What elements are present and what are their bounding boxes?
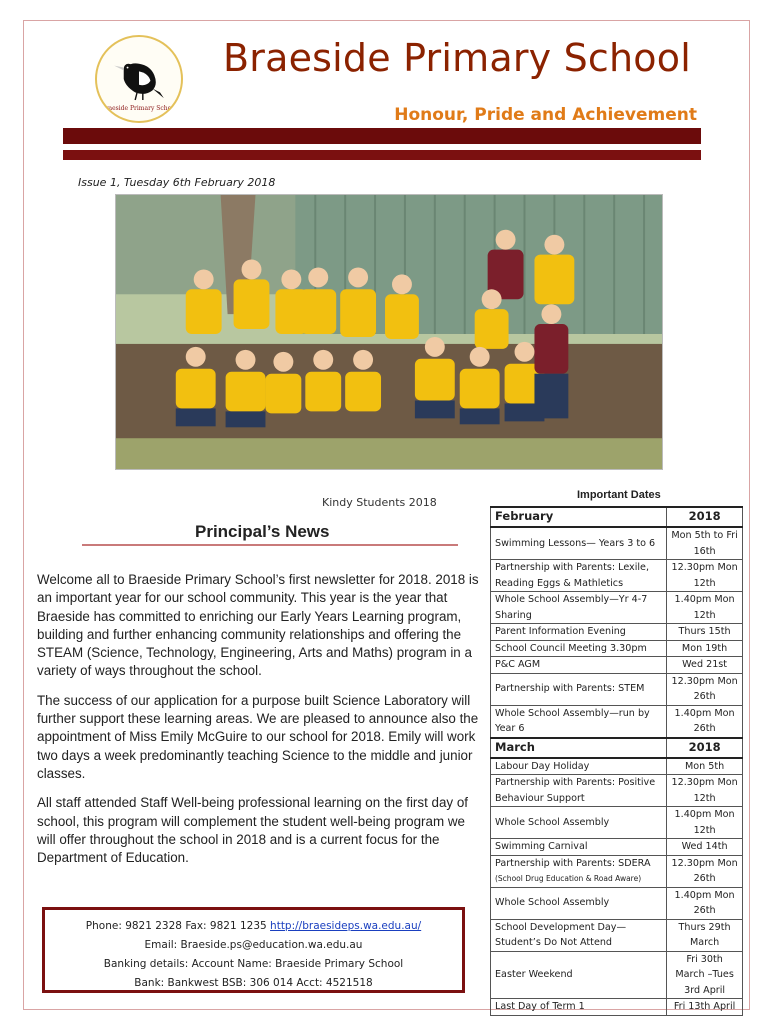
date-row [491, 807, 743, 839]
school-motto: Honour, Pride and Achievement [394, 105, 697, 125]
email-line: Email: Braeside.ps@education.wa.edu.au [144, 939, 363, 951]
website-link[interactable]: http://braesideps.wa.edu.au/ [270, 920, 422, 932]
event-name: Swimming Lessons— Years 3 to 6 [491, 527, 667, 560]
date-row [491, 775, 743, 807]
important-dates-heading: Important Dates [577, 489, 661, 501]
event-name: Whole School Assembly [491, 887, 667, 919]
school-logo [95, 35, 183, 123]
date-row [491, 560, 743, 592]
date-row [491, 887, 743, 919]
date-row [491, 592, 743, 624]
date-row [491, 951, 743, 999]
event-date: Mon 5th [667, 758, 743, 775]
month-header-march [491, 738, 743, 758]
header-band-secondary [63, 150, 701, 160]
kindy-students-photo [115, 194, 663, 470]
issue-line: Issue 1, Tuesday 6th February 2018 [78, 176, 276, 189]
event-name: Whole School Assembly—run by Year 6 [491, 705, 667, 738]
news-paragraph: Welcome all to Braeside Primary School’s first newsletter for 2018. 2018 is an important year for our school community. This year is the year that Braeside has committed to enriching our Early Years Learning program, building and further enhancing community relationships and offering the STEAM (Science, Technology, Engineering, Arts and Maths) program in a variety of ways throughout the school. [37, 572, 479, 679]
principal-news-heading: Principal’s News [195, 522, 330, 541]
date-row [491, 640, 743, 657]
event-date: 12.30pm Mon 12th [667, 775, 743, 807]
event-name: Swimming Carnival [491, 839, 667, 856]
phone-line [45, 917, 462, 936]
contact-box [42, 907, 465, 993]
event-date: 1.40pm Mon 26th [667, 705, 743, 738]
date-row [491, 758, 743, 775]
date-row [491, 855, 743, 887]
date-row [491, 673, 743, 705]
event-name: School Council Meeting 3.30pm [491, 640, 667, 657]
event-date: 12.30pm Mon 26th [667, 855, 743, 887]
event-date: Thurs 15th [667, 624, 743, 641]
event-name: Parent Information Evening [491, 624, 667, 641]
logo-text: Braeside Primary School [101, 105, 177, 112]
heading-divider [82, 544, 458, 546]
event-date: Wed 21st [667, 657, 743, 674]
event-name: Easter Weekend [491, 951, 667, 999]
event-name: Whole School Assembly—Yr 4-7 Sharing [491, 592, 667, 624]
month-year: 2018 [667, 507, 743, 527]
date-row [491, 919, 743, 951]
date-row [491, 657, 743, 674]
date-row [491, 624, 743, 641]
event-date: Mon 19th [667, 640, 743, 657]
month-name: February [491, 507, 667, 527]
event-name: P&C AGM [491, 657, 667, 674]
event-date: Fri 30th March –Tues 3rd April [667, 951, 743, 999]
event-name: Partnership with Parents: Lexile, Reading Eggs & Mathletics [491, 560, 667, 592]
event-date: Mon 5th to Fri 16th [667, 527, 743, 560]
event-date: 12.30pm Mon 12th [667, 560, 743, 592]
event-date: Fri 13th April [667, 999, 743, 1016]
event-date: 1.40pm Mon 26th [667, 887, 743, 919]
event-date: Wed 14th [667, 839, 743, 856]
news-paragraph: All staff attended Staff Well-being professional learning on the first day of school, this program will complement the student well-being program we will offer throughout the school in 2018 and is a current focus for the Department of Education. [37, 795, 468, 866]
photo-caption: Kindy Students 2018 [322, 496, 437, 509]
news-paragraph: The success of our application for a purpose built Science Laboratory will further support these learning areas. We are pleased to announce also the appointment of Miss Emily McGuire to our school for 2018. Emily will work two days a week predominantly teaching Science to the middle and junior classes. [37, 692, 479, 781]
month-year: 2018 [667, 738, 743, 758]
principal-news-body [37, 571, 480, 878]
phone-fax: Phone: 9821 2328 Fax: 9821 1235 [85, 920, 271, 932]
event-name: School Development Day—Student’s Do Not Attend [491, 919, 667, 951]
school-title: Braeside Primary School [223, 36, 691, 80]
event-title: Partnership with Parents: SDERA [495, 857, 651, 869]
event-name [491, 855, 667, 887]
event-name: Partnership with Parents: STEM [491, 673, 667, 705]
event-date: 12.30pm Mon 26th [667, 673, 743, 705]
date-row [491, 839, 743, 856]
event-name: Labour Day Holiday [491, 758, 667, 775]
banking-line: Banking details: Account Name: Braeside Primary School [103, 958, 404, 970]
month-name: March [491, 738, 667, 758]
important-dates-table [490, 506, 743, 1016]
date-row [491, 999, 743, 1016]
event-date: 1.40pm Mon 12th [667, 592, 743, 624]
date-row [491, 705, 743, 738]
event-date: Thurs 29th March [667, 919, 743, 951]
event-date: 1.40pm Mon 12th [667, 807, 743, 839]
event-note: (School Drug Education & Road Aware) [495, 874, 642, 883]
event-name: Whole School Assembly [491, 807, 667, 839]
date-row [491, 527, 743, 560]
event-name: Last Day of Term 1 [491, 999, 667, 1016]
event-name: Partnership with Parents: Positive Behaviour Support [491, 775, 667, 807]
month-header-february [491, 507, 743, 527]
bank-line: Bank: Bankwest BSB: 306 014 Acct: 4521518 [134, 977, 373, 989]
header-band [63, 128, 701, 144]
